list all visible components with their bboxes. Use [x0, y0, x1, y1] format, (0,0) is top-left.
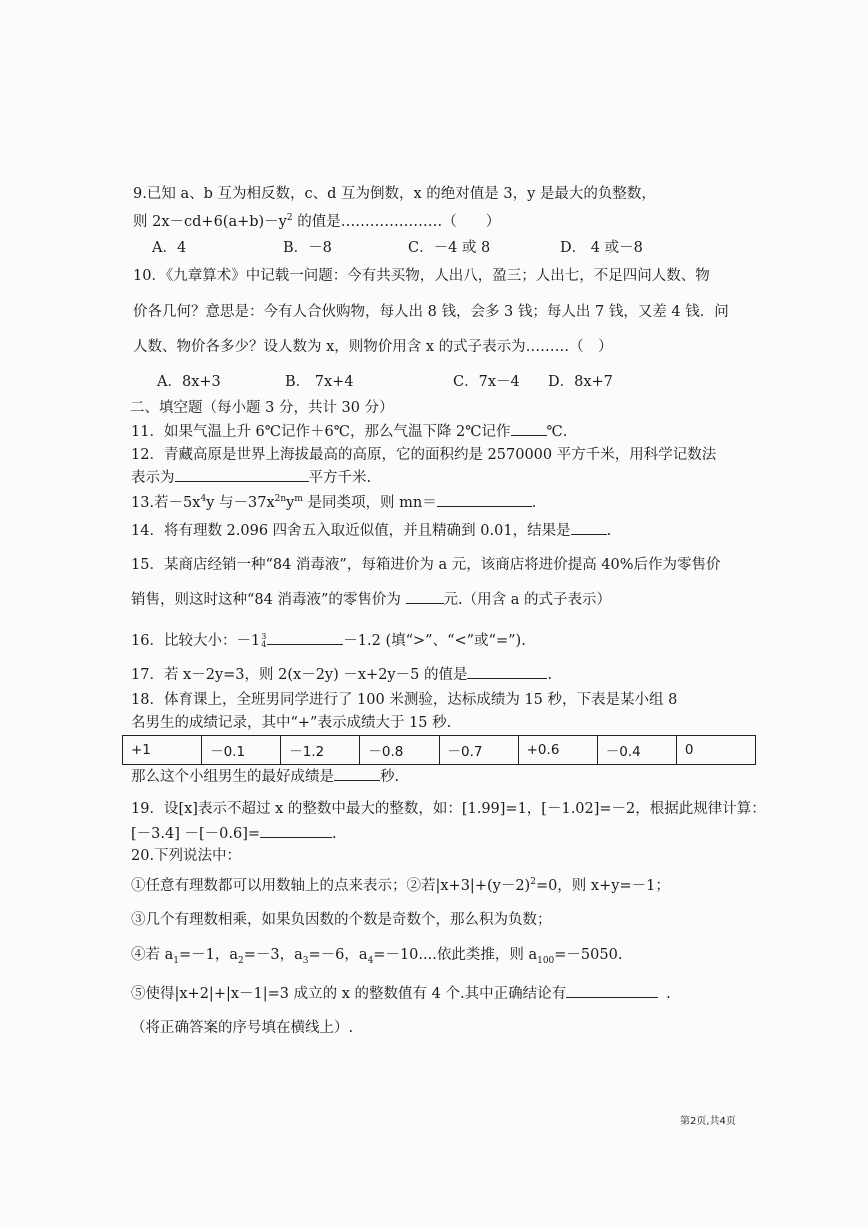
q10-line1: 10．《九章算术》中记载一问题：今有共买物，人出八，盈三；人出七，不足四问人数、物: [133, 268, 710, 284]
q9-line1: 9.已知 a、b 互为相反数，c、d 互为倒数，x 的绝对值是 3，y 是最大的负整数，: [133, 186, 656, 202]
q12-line1: 12．青藏高原是世界上海拔最高的高原，它的面积约是 2570000 平方千米，用科学记数法: [131, 447, 717, 463]
q15-line1: 15．某商店经销一种“84 消毒液”，每箱进价为 a 元，该商店将进价提高 40%后作为零售价: [131, 557, 721, 573]
q20-statement-4: ④若 $a_1=-1$，$a_2=-3$，$a_3=-6$，$a_4=-10$....依此类推，则 $a_{100}=-5050$.: [131, 947, 623, 966]
q16-blank[interactable]: [267, 630, 343, 645]
q9-option-c: C．－4 或 8: [408, 240, 491, 256]
q10-line2: 价各几何？意思是：今有人合伙购物，每人出 8 钱，会多 3 钱；每人出 7 钱，又差 4 钱．问: [133, 304, 729, 320]
table-cell: －0.8: [360, 736, 439, 765]
q10-option-c: C．7x－4: [453, 374, 520, 390]
q10-option-a: A．8x+3: [157, 374, 221, 390]
table-cell: 0: [676, 736, 755, 765]
q12-line2: 表示为 平方千米.: [131, 467, 371, 488]
q20-note: （将正确答案的序号填在横线上）.: [131, 1020, 354, 1036]
table-cell: －0.4: [597, 736, 676, 765]
q14: 14．将有理数 2.096 四舍五入取近似值，并且精确到 0.01，结果是 .: [131, 520, 611, 541]
q9-option-d: D． 4 或－8: [560, 240, 643, 256]
table-cell: +1: [123, 736, 202, 765]
table-row: [123, 736, 756, 765]
q18-line2: 名男生的成绩记录，其中“+”表示成绩大于 15 秒.: [131, 715, 452, 731]
q9-option-a: A．4: [152, 240, 187, 256]
q13: 13.若$-5x^4y$ 与$-37x^{2n}y^m$ 是同类项，则 mn＝ .: [131, 492, 536, 513]
q20-blank[interactable]: [566, 983, 658, 998]
score-table: [122, 735, 756, 765]
q20-statement-5: ⑤使得|x+2|+|x－1|=3 成立的 x 的整数值有 4 个.其中正确结论有 .: [131, 983, 671, 1004]
q18-line1: 18．体育课上，全班男同学进行了 100 米测验，达标成绩为 15 秒，下表是某小组 8: [131, 692, 678, 708]
q13-blank[interactable]: [437, 492, 532, 507]
q10-line3: 人数、物价各多少？设人数为 x，则物价用含 x 的式子表示为………（ ）: [133, 339, 613, 355]
q11-blank[interactable]: [511, 421, 547, 436]
q20-statement-3: ③几个有理数相乘，如果负因数的个数是奇数个，那么积为负数；: [131, 912, 552, 928]
q12-blank[interactable]: [175, 467, 309, 482]
q14-blank[interactable]: [571, 520, 607, 535]
q19-line1: 19．设[x]表示不超过 x 的整数中最大的整数，如：[1.99]=1，[－1.02]=－2，根据此规律计算：: [131, 801, 766, 817]
q11: 11．如果气温上升 6℃记作＋6℃，那么气温下降 2℃记作 ℃.: [131, 421, 567, 442]
q9-option-b: B．－8: [283, 240, 332, 256]
q17-blank[interactable]: [467, 664, 547, 679]
table-cell: －0.1: [202, 736, 281, 765]
q17: 17．若 x－2y=3，则 2(x－2y) －x+2y－5 的值是 .: [131, 664, 552, 685]
q10-option-d: D．8x+7: [548, 374, 613, 390]
q19-line2: [－3.4] －[－0.6]= .: [131, 823, 337, 844]
table-cell: +0.6: [518, 736, 597, 765]
q16: 16．比较大小：－13 4 －1.2 (填“>”、“<”或“=”).: [131, 632, 526, 649]
table-cell: －0.7: [439, 736, 518, 765]
q18-answer: 那么这个小组男生的最好成绩是 秒.: [131, 766, 399, 787]
page-number: 第2页,共4页: [680, 1116, 736, 1127]
q20-statement-1-2: ①任意有理数都可以用数轴上的点来表示；②若$|x+3|+(y-2)^2=0$，则 x+y=－1；: [131, 877, 670, 894]
q19-blank[interactable]: [260, 823, 332, 838]
q9-line2: 则 $2x-cd+6(a+b)-y^2$ 的值是…………………（ ）: [133, 213, 501, 230]
q10-option-b: B． 7x+4: [285, 374, 354, 390]
q15-blank[interactable]: [406, 589, 444, 604]
q15-line2: 销售，则这时这种“84 消毒液”的零售价为 元.（用含 a 的式子表示）: [131, 589, 611, 610]
q20-heading: 20.下列说法中：: [131, 848, 242, 864]
q18-blank[interactable]: [334, 766, 380, 781]
section-heading: 二、填空题（每小题 3 分，共计 30 分）: [130, 400, 394, 416]
table-cell: －1.2: [281, 736, 360, 765]
q16-fraction: 3 4: [261, 632, 267, 649]
